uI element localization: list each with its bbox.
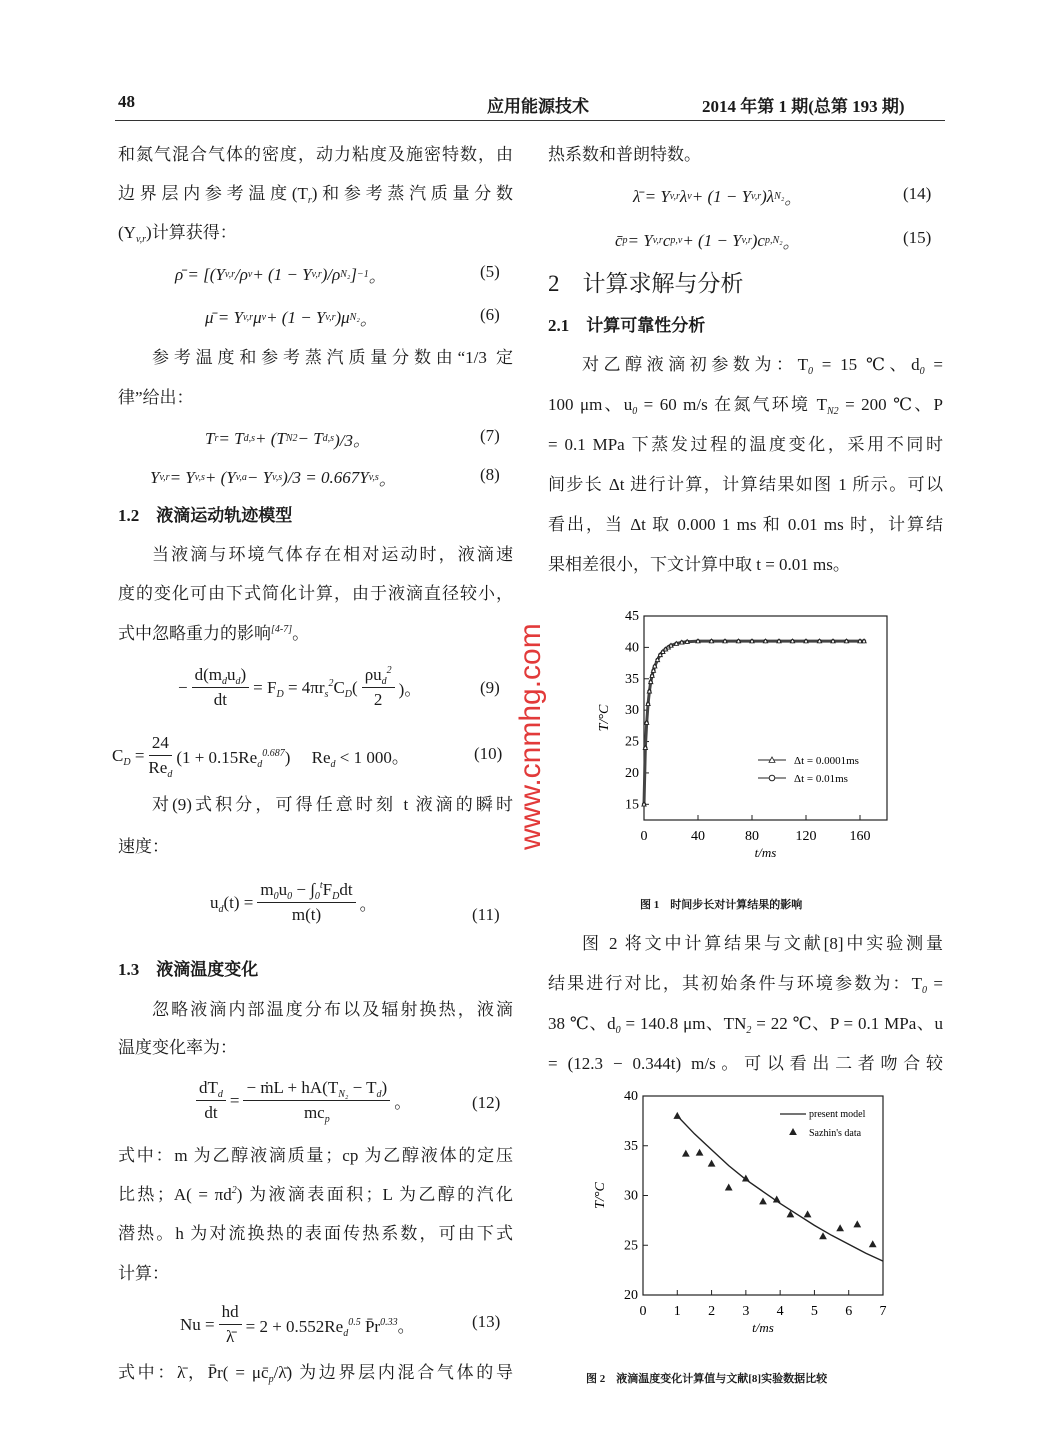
equation-12: [192, 1078, 411, 1123]
paragraph-line: 间步长 Δt 进行计算，计算结果如图 1 所示。可以: [548, 475, 943, 494]
x-tick-label: 160: [849, 829, 871, 844]
paragraph-line: 当液滴与环境气体存在相对运动时，液滴速: [152, 545, 513, 564]
y-tick-label: 25: [624, 1238, 638, 1254]
equation-number: (13): [472, 1312, 501, 1331]
data-point-triangle: [674, 1113, 680, 1119]
equation-number: (12): [472, 1093, 501, 1112]
y-axis-label: T/°C: [593, 1182, 608, 1209]
eq-denominator: m(t): [291, 905, 322, 924]
paragraph-line: 100 μm、$u_0 = 60$ m/s 在氮气环境 $T_{N2} = 200$ ℃、P: [548, 395, 944, 417]
section-heading-2: 2 计算求解与分析: [548, 271, 744, 296]
y-axis-label: T/°C: [597, 704, 612, 732]
equation-number: (9): [480, 678, 500, 697]
paragraph-line: = 0.1 MPa 下蒸发过程的温度变化，采用不同时: [548, 435, 943, 454]
data-point-triangle: [820, 1233, 826, 1239]
equation-9: [178, 665, 421, 710]
legend-marker-circle: [769, 775, 775, 781]
data-point-triangle: [708, 1160, 714, 1166]
eq-numerator: $dT_d$: [196, 1078, 226, 1101]
equation-number: (6): [480, 305, 500, 324]
figure-1-caption: 图 1 时间步长对计算结果的影响: [640, 899, 803, 911]
paragraph-line: 果相差很小，下文计算中取 t = 0.01 ms。: [548, 555, 850, 574]
legend-marker-triangle: [790, 1129, 796, 1135]
legend-label: Sazhin's data: [809, 1128, 862, 1139]
eq-denominator: dt: [204, 1103, 218, 1122]
paragraph-line: 图 2 将文中计算结果与文献[8]中实验测量: [582, 934, 943, 953]
y-tick-label: 45: [625, 609, 639, 624]
eq-part: Nu =: [180, 1314, 215, 1334]
section-heading-1-2: 1.2 液滴运动轨迹模型: [118, 506, 293, 525]
eq-numerator: − ṁL + $hA(T_{N_2} - T_d)$: [243, 1078, 390, 1101]
y-tick-label: 30: [625, 703, 639, 719]
y-tick-label: 25: [625, 734, 639, 750]
x-axis-label: t/ms: [752, 1320, 774, 1335]
eq-part: $C_D$ =: [112, 745, 145, 768]
x-tick-label: 80: [745, 829, 759, 844]
y-tick-label: 35: [624, 1138, 638, 1154]
eq-denominator: 2: [373, 690, 383, 709]
paragraph-line: 温度变化率为：: [118, 1038, 237, 1057]
paragraph-line: 看出，当 Δt 取 0.000 1 ms 和 0.01 ms 时，计算结: [548, 515, 943, 534]
eq-part: $(1 + 0.15Re_d^{0.687})$ $Re_d < 1$ 000。: [176, 748, 409, 770]
paragraph-line: 比热；$A( = \pi d^2)$ 为液滴表面积；L 为乙醇的汽化: [118, 1185, 513, 1204]
paragraph-line: 边界层内参考温度$(T_r)$和参考蒸汽质量分数: [118, 184, 513, 206]
paragraph-line: 速度：: [118, 837, 169, 856]
x-tick-label: 3: [742, 1304, 750, 1319]
watermark: www.cnmhg.com: [514, 623, 547, 850]
data-point-triangle: [760, 1198, 766, 1204]
x-tick-label: 7: [879, 1304, 887, 1319]
equation-7: T r = T d,s + (T N2 − T d,s )/3。: [205, 428, 370, 450]
paragraph-line: 参考温度和参考蒸汽质量分数由“1/3 定: [152, 348, 513, 367]
eq-numerator: $m_0u_0 - \int_0^tF_Ddt$: [257, 880, 355, 903]
paragraph-line: 潜热。h 为对流换热的表面传热系数，可由下式: [118, 1224, 513, 1243]
eq-part: )。: [398, 680, 422, 699]
y-tick-label: 20: [624, 1288, 638, 1303]
equation-5: ρ̄ = [(Y v,r /ρ v + (1 − Y v,r )/ρ N₂ ] −1 。: [175, 264, 386, 286]
equation-number: (5): [480, 262, 500, 281]
x-axis-label: t/ms: [754, 845, 777, 860]
eq-denominator: $mc_p$: [303, 1103, 330, 1125]
eq-part: 。: [394, 1093, 412, 1112]
equation-10: [112, 733, 409, 778]
x-tick-label: 0: [639, 1304, 647, 1319]
plot-frame: [643, 1096, 883, 1295]
paragraph-line: 律”给出：: [118, 388, 194, 407]
paragraph-line: 式中：m 为乙醇液滴质量；cp 为乙醇液体的定压: [118, 1146, 513, 1165]
legend-label: Δt = 0.0001ms: [794, 755, 859, 767]
equation-11: [210, 880, 377, 925]
x-tick-label: 120: [795, 829, 817, 844]
x-tick-label: 5: [810, 1304, 818, 1319]
equation-13: [180, 1302, 415, 1347]
eq-part: = $2 + 0.552Re_d^{0.5}$ $P̄r^{0.33}$。: [245, 1317, 415, 1339]
equation-number: (14): [903, 184, 932, 203]
paragraph-line: = (12.3 − 0.344t) m/s。可以看出二者吻合较: [548, 1054, 943, 1073]
y-tick-label: 30: [624, 1188, 638, 1204]
eq-denominator: $Re_d$: [148, 758, 173, 780]
paragraph-line: 计算：: [118, 1264, 169, 1283]
data-point-triangle: [854, 1221, 860, 1227]
data-point-triangle: [683, 1151, 689, 1157]
figure-1-chart: [590, 600, 900, 862]
x-tick-label: 2: [708, 1304, 716, 1319]
equation-number: (7): [480, 426, 500, 445]
paragraph-line: 结果进行对比，其初始条件与环境参数为：$T_0$ =: [548, 974, 943, 996]
y-tick-label: 35: [625, 671, 639, 687]
y-tick-label: 40: [625, 640, 639, 656]
eq-numerator: $\rho u_d^2$: [362, 665, 395, 688]
x-tick-label: 4: [776, 1304, 784, 1319]
plot-frame: [644, 616, 887, 820]
x-tick-label: 40: [691, 829, 705, 844]
eq-part: =: [229, 1090, 240, 1110]
paragraph-line: 对(9)式积分，可得任意时刻 t 液滴的瞬时: [152, 795, 513, 814]
legend-label: Δt = 0.01ms: [794, 773, 848, 785]
page-number: 48: [118, 92, 135, 111]
header-rule: [115, 120, 945, 121]
data-point-triangle: [696, 1150, 702, 1156]
data-point-triangle: [837, 1225, 843, 1231]
x-tick-label: 6: [845, 1304, 853, 1319]
eq-part: $u_d(t)$ =: [210, 892, 254, 915]
data-point-triangle: [870, 1241, 876, 1247]
equation-6: μ̄ = Y v,r μ v + (1 − Y v,r )μ N₂ 。: [205, 307, 377, 329]
eq-part: 。: [359, 895, 377, 914]
equation-14: λ̄ = Y v,r λ v + (1 − Y v,r )λ N₂ 。: [633, 186, 802, 208]
section-heading-1-3: 1.3 液滴温度变化: [118, 960, 259, 979]
eq-denominator: dt: [213, 690, 227, 709]
paragraph-line: 忽略液滴内部温度分布以及辐射换热，液滴: [152, 1000, 513, 1019]
data-point-triangle: [804, 1211, 810, 1217]
x-tick-label: 0: [640, 829, 648, 844]
paragraph-line: 度的变化可由下式简化计算，由于液滴直径较小，: [118, 584, 513, 603]
paragraph-line: 热系数和普朗特数。: [548, 145, 701, 164]
paragraph-line: 对乙醇液滴初参数为：$T_0 = 15$ ℃、$d_0$ =: [582, 355, 943, 377]
equation-number: (8): [480, 465, 500, 484]
section-heading-2-1: 2.1 计算可靠性分析: [548, 316, 706, 335]
y-tick-label: 20: [625, 765, 639, 781]
eq-part: = $F_D = 4\pi r_s^2C_D$(: [253, 677, 358, 700]
equation-8: Y v,r = Y v,s + (Y v,a − Y v,s )/3 = 0.667Y v,s 。: [150, 467, 396, 489]
paragraph-line: 式中忽略重力的影响[4-7]。: [118, 624, 310, 643]
eq-part: −: [178, 677, 188, 697]
legend-label: present model: [809, 1109, 866, 1120]
eq-denominator: λ̄: [226, 1327, 235, 1346]
eq-numerator: hd: [219, 1302, 242, 1325]
equation-number: (15): [903, 228, 932, 247]
data-point-triangle: [726, 1184, 732, 1190]
paragraph-line: $(Y_{v,r})$计算获得：: [118, 223, 237, 245]
issue-info: 2014 年第 1 期(总第 193 期): [702, 97, 905, 116]
eq-numerator: $d(m_du_d)$: [192, 665, 250, 688]
equation-number: (10): [474, 744, 503, 763]
y-tick-label: 40: [624, 1089, 638, 1104]
figure-2-chart: [580, 1080, 900, 1342]
eq-numerator: 24: [149, 733, 172, 756]
equation-number: (11): [472, 905, 500, 924]
equation-15: c̄ p = Y v,r c p,v + (1 − Y v,r )c p,N₂ 。: [615, 230, 800, 252]
figure-2-caption: 图 2 液滴温度变化计算值与文献[8]实验数据比较: [586, 1373, 828, 1385]
paragraph-line: 38 ℃、$d_0 = 140.8$ μm、$TN_2 = 22$ ℃、P = 0.1 MPa、u: [548, 1014, 943, 1036]
paragraph-line: 式中：λ̄，P̄r( = $\mu c̄_p/\lambdā$) 为边界层内混合气体的导: [118, 1363, 513, 1385]
x-tick-label: 1: [673, 1304, 681, 1319]
journal-name: 应用能源技术: [487, 97, 589, 116]
y-tick-label: 15: [625, 797, 639, 813]
paragraph-line: 和氮气混合气体的密度，动力粘度及施密特数，由: [118, 145, 513, 164]
